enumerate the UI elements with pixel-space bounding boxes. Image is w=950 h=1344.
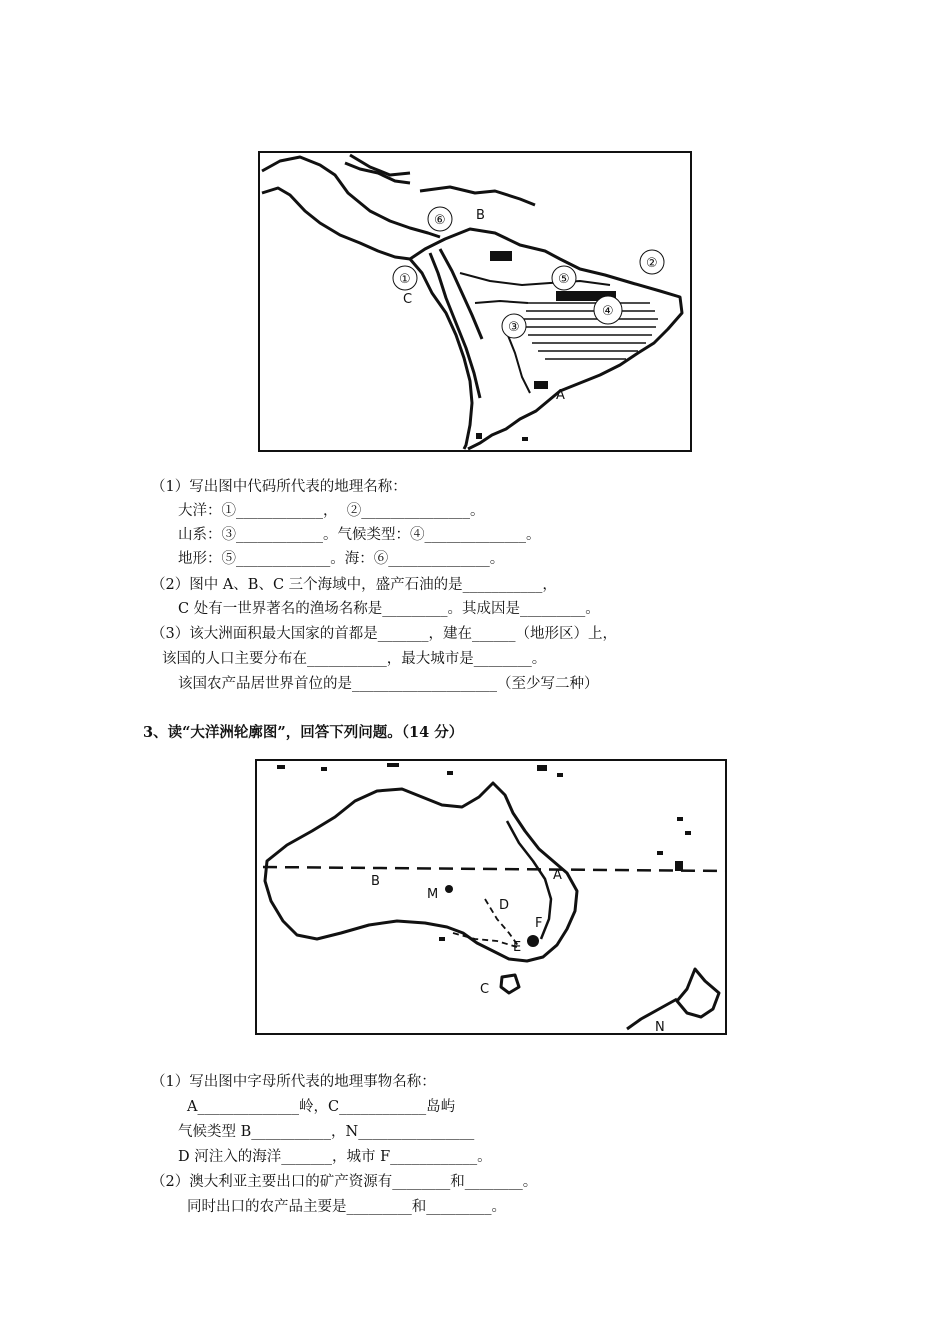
map1-label-b: B xyxy=(476,208,485,223)
map2-label-c: C xyxy=(480,982,490,997)
map2-label-d: D xyxy=(499,898,510,913)
oceania-map xyxy=(255,759,727,1035)
map1-label-6: ⑥ xyxy=(434,213,446,228)
map1-label-2: ② xyxy=(646,256,658,271)
map1-label-5: ⑤ xyxy=(558,272,570,287)
map2-label-b: B xyxy=(371,874,380,889)
map2-label-a: A xyxy=(553,868,562,883)
map2-label-m: M xyxy=(427,887,439,902)
q2-part3-agriculture: 该国农产品居世界首位的是____________________（至少写二种） xyxy=(178,676,599,692)
map1-label-4: ④ xyxy=(602,304,614,319)
q2-part2-fishery: C 处有一世界著名的渔场名称是_________。其成因是_________。 xyxy=(178,601,600,617)
q3-river-city: D 河注入的海洋_______，城市 F____________。 xyxy=(178,1149,492,1165)
q2-oceans: 大洋：①____________， ②_______________。 xyxy=(178,503,485,519)
south-america-map xyxy=(258,151,692,452)
map1-label-c: C xyxy=(403,292,413,307)
q3-part2-agriculture: 同时出口的农产品主要是_________和_________。 xyxy=(187,1199,506,1215)
map1-label-3: ③ xyxy=(508,320,520,335)
q2-landform-sea: 地形：⑤_____________。海：⑥______________。 xyxy=(178,551,505,567)
q2-mountains-climate: 山系：③____________。气候类型：④______________。 xyxy=(178,527,541,543)
map2-label-f: F xyxy=(535,916,543,931)
q2-part3-capital: （3）该大洲面积最大国家的首都是_______，建在______（地形区）上， xyxy=(151,626,617,642)
q2-part1-prompt: （1）写出图中代码所代表的地理名称： xyxy=(151,479,407,495)
south-america-outline xyxy=(260,153,690,450)
map1-label-a: A xyxy=(556,388,565,403)
oceania-outline xyxy=(257,761,725,1033)
q3-part2-minerals: （2）澳大利亚主要出口的矿产资源有________和________。 xyxy=(151,1174,538,1190)
q3-heading: 3、读“大洋洲轮廓图”，回答下列问题。（14 分） xyxy=(143,724,464,741)
q3-mountain-island: A______________岭，C____________岛屿 xyxy=(187,1099,456,1115)
map1-label-1: ① xyxy=(399,272,411,287)
map2-label-n: N xyxy=(655,1020,665,1033)
q3-climate-n: 气候类型 B___________，N________________ xyxy=(178,1124,475,1140)
q2-part3-population: 该国的人口主要分布在___________，最大城市是________。 xyxy=(162,651,547,667)
q3-part1-prompt: （1）写出图中字母所代表的地理事物名称： xyxy=(151,1074,436,1090)
q2-part2-oil: （2）图中 A、B、C 三个海域中，盛产石油的是___________， xyxy=(151,577,557,593)
map2-label-e: E xyxy=(513,940,522,955)
